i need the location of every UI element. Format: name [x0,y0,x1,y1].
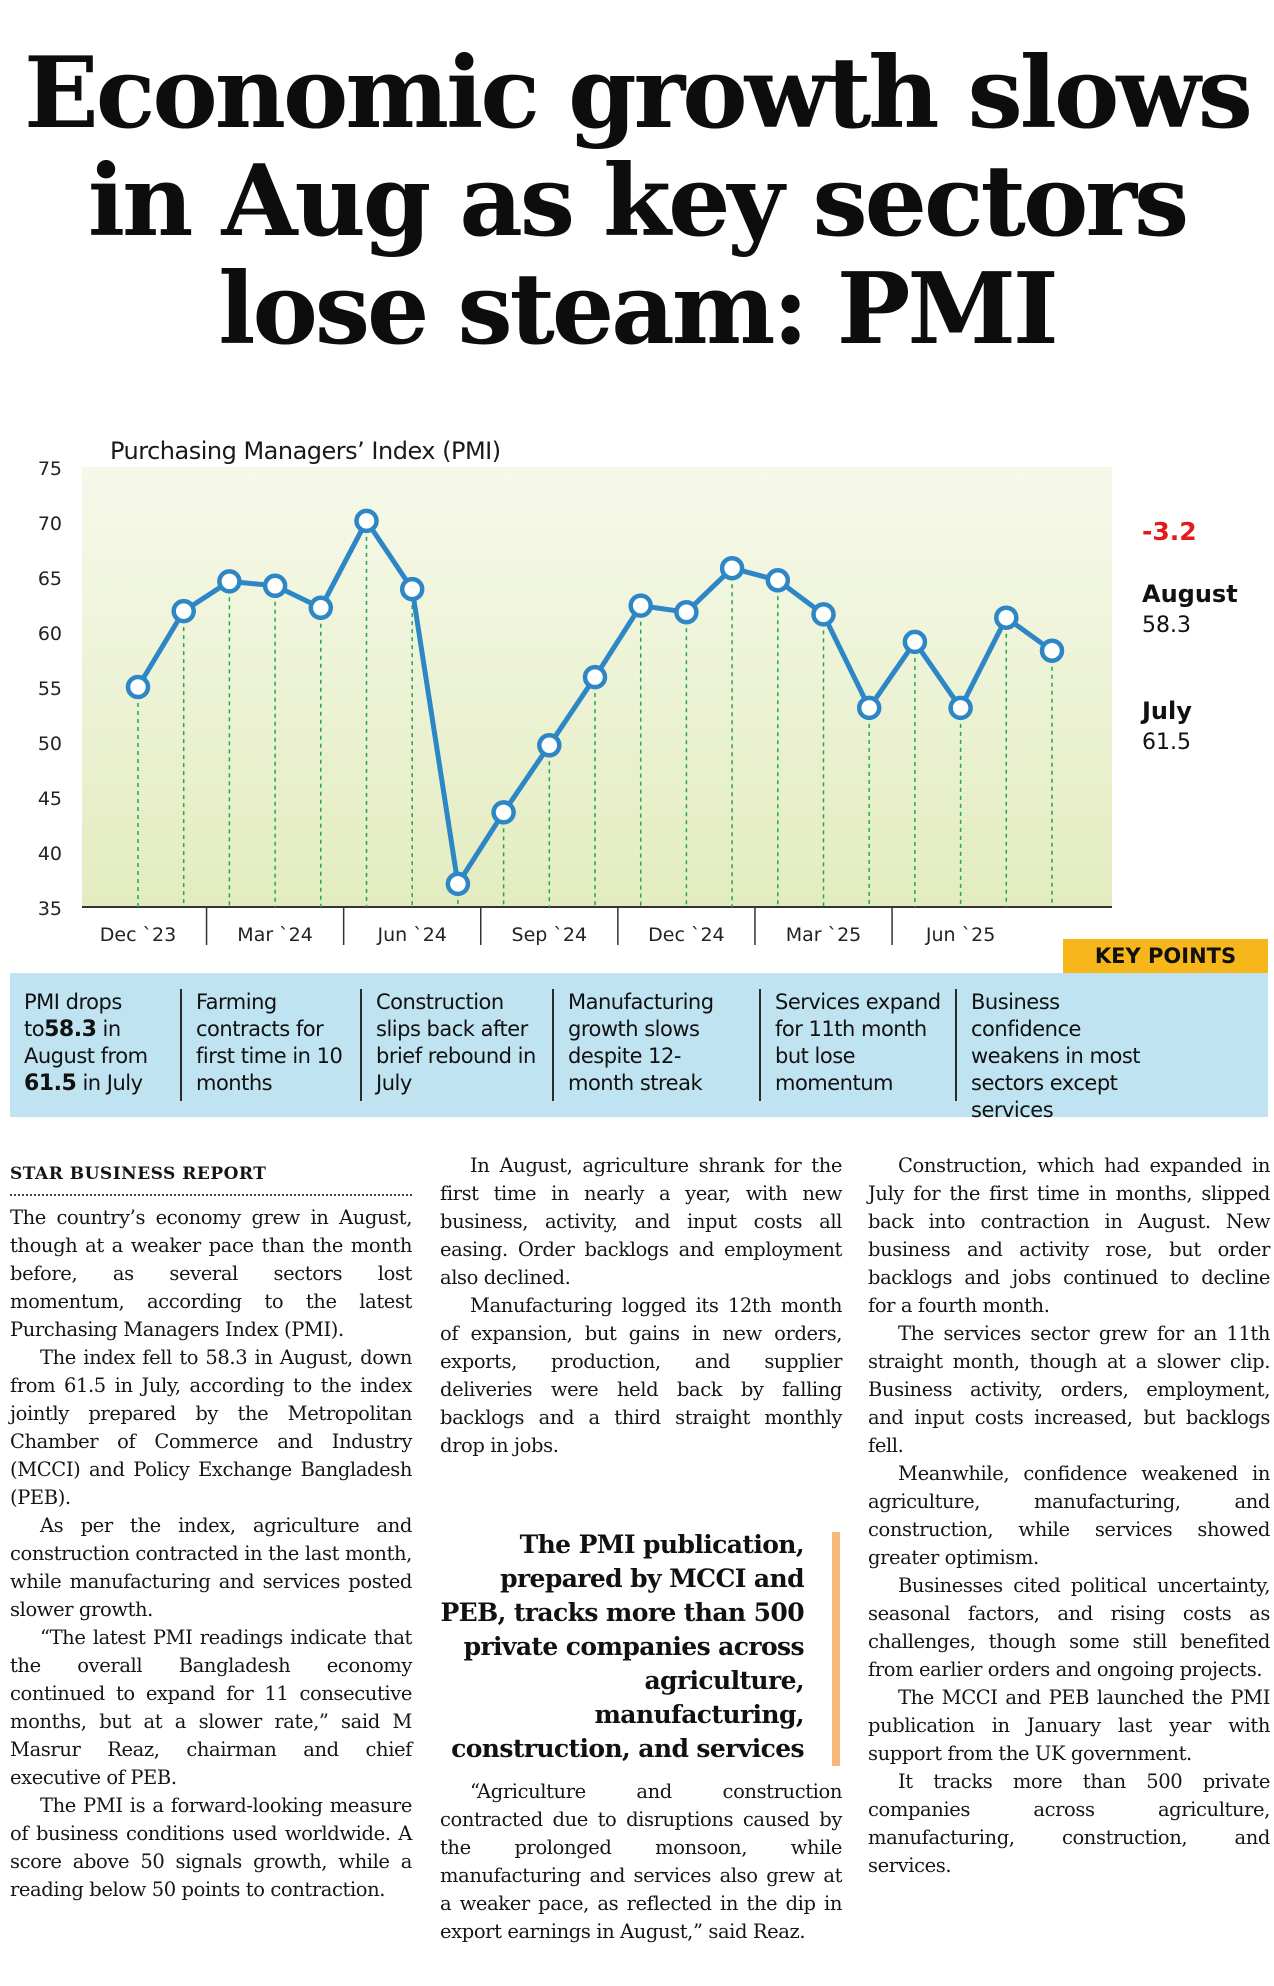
data-point [174,601,194,621]
data-point [1042,641,1062,661]
pull-quote-accent-bar [832,1532,840,1766]
previous-month-label: July [1142,697,1192,725]
data-point [768,570,788,590]
paragraph-13: The MCCI and PEB launched the PMI publication in January last year with support from the UK government. [868,1686,1270,1765]
key-points-panel [10,973,1268,1122]
paragraph-7: Manufacturing logged its 12th month of expansion, but gains in new orders, exports, production, and supplier deliveries were held back by falling backlogs and a third straight monthly drop in jobs. [440,1294,842,1457]
data-point [448,874,468,894]
headline-line-3: lose steam: PMI [218,252,1056,367]
pull-quote-text: The PMI publication, prepared by MCCI and PEB, tracks more than 500 private companies across agriculture, manufacturing, construction, and services [440,1530,804,1763]
paragraph-11: Meanwhile, confidence weakened in agriculture, manufacturing, and construction, while services showed greater optimism. [868,1462,1270,1569]
data-point [539,735,559,755]
article-column-3 [868,1152,1270,1880]
data-point [631,596,651,616]
key-point-4: Manufacturing growth slows despite 12-month streak [552,989,759,1101]
paragraph-9: Construction, which had expanded in July for the first time in months, slipped back into contraction in August. New business and activity rose, but order backlogs and jobs continued to decline for a fourth month. [868,1154,1270,1317]
y-axis [38,458,62,920]
data-point [311,598,331,618]
paragraph-5: The PMI is a forward-looking measure of business conditions used worldwide. A score above 50 signals growth, while a reading below 50 points to contraction. [10,1794,412,1901]
key-point-1-aug: 58.3 [44,1017,97,1042]
paragraph-14: It tracks more than 500 private companies across agriculture, manufacturing, construction, and services. [868,1770,1270,1877]
paragraph-3: As per the index, agriculture and construction contracted in the last month, while manufacturing and services posted slower growth. [10,1514,412,1621]
data-point [905,632,925,652]
data-point [402,579,422,599]
key-point-2: Farming contracts for first time in 10 months [180,989,360,1101]
key-points-tab: KEY POINTS [1063,939,1268,973]
article-column-2-lower [440,1778,842,1946]
data-point [265,576,285,596]
pull-quote [440,1528,840,1766]
y-tick-label: 40 [37,843,62,865]
x-tick-label: Jun `24 [377,924,447,945]
headline [0,36,1274,367]
x-tick-label: Dec `23 [99,924,177,945]
article-column-2 [440,1152,842,1460]
key-point-1-pre: PMI drops to [24,990,122,1041]
data-point [859,698,879,718]
byline: STAR BUSINESS REPORT [10,1160,412,1196]
data-point [585,667,605,687]
latest-month-label: August [1142,580,1238,608]
data-point [814,604,834,624]
pmi-chart [0,425,1274,965]
data-point [676,602,696,622]
y-tick-label: 35 [37,898,62,920]
key-point-1 [10,989,180,1101]
paragraph-2: The index fell to 58.3 in August, down from 61.5 in July, according to the index jointly prepared by the Metropolitan Chamber of Commerce and Industry (MCCI) and Policy Exchange Bangladesh (PEB). [10,1346,412,1509]
x-tick-label: Jun `25 [925,924,996,945]
key-point-3: Construction slips back after brief rebound in July [360,989,552,1101]
paragraph-4: “The latest PMI readings indicate that the overall Bangladesh economy continued to expand for 11 consecutive months, but at a slower rate,” said M Masrur Reaz, chairman and chief executive of PEB. [10,1626,412,1789]
chart-title: Purchasing Managers’ Index (PMI) [110,437,501,465]
data-point [722,558,742,578]
x-axis [82,907,1112,945]
key-point-1-jul: 61.5 [24,1071,77,1096]
y-tick-label: 75 [37,458,62,480]
paragraph-8: “Agriculture and construction contracted due to disruptions caused by the prolonged monsoon, while manufacturing and services also grew at a weaker pace, as reflected in the dip in export earnings in August,” said Reaz. [440,1780,842,1943]
y-tick-label: 65 [37,568,62,590]
article-column-1 [10,1160,412,1904]
y-tick-label: 55 [37,678,62,700]
key-point-1-mid: in August from [24,1017,148,1068]
paragraph-6: In August, agriculture shrank for the first time in nearly a year, with new business, activity, and input costs all easing. Order backlogs and employment also declined. [440,1154,842,1289]
key-point-6: Business confidence weakens in most sectors except services [955,989,1189,1101]
headline-line-2: in Aug as key sectors [87,144,1187,259]
data-point [357,511,377,531]
y-tick-label: 45 [37,788,62,810]
data-point [494,802,514,822]
key-point-1-post: in July [76,1071,143,1095]
data-point [128,677,148,697]
headline-line-1: Economic growth slows [24,36,1250,151]
latest-month-value: 58.3 [1142,613,1191,638]
pmi-chart-svg [0,425,1274,945]
data-point [996,608,1016,628]
paragraph-10: The services sector grew for an 11th straight month, though at a slower clip. Business activity, orders, employment, and input costs increased, but backlogs fell. [868,1322,1270,1457]
data-point [219,571,239,591]
x-tick-label: Sep `24 [511,924,588,945]
pmi-change: -3.2 [1142,517,1197,546]
paragraph-12: Businesses cited political uncertainty, seasonal factors, and rising costs as challenges, though some still benefited from earlier orders and ongoing projects. [868,1574,1270,1681]
y-tick-label: 60 [37,623,62,645]
data-point [951,698,971,718]
x-tick-label: Mar `25 [785,924,862,945]
previous-month-value: 61.5 [1142,730,1191,755]
y-tick-label: 70 [37,513,62,535]
paragraph-1: The country’s economy grew in August, though at a weaker pace than the month before, as several sectors lost momentum, according to the latest Purchasing Managers Index (PMI). [10,1206,412,1341]
x-tick-label: Mar `24 [237,924,313,945]
y-tick-label: 50 [37,733,62,755]
x-tick-label: Dec `24 [648,924,725,945]
key-point-5: Services expand for 11th month but lose momentum [759,989,955,1101]
